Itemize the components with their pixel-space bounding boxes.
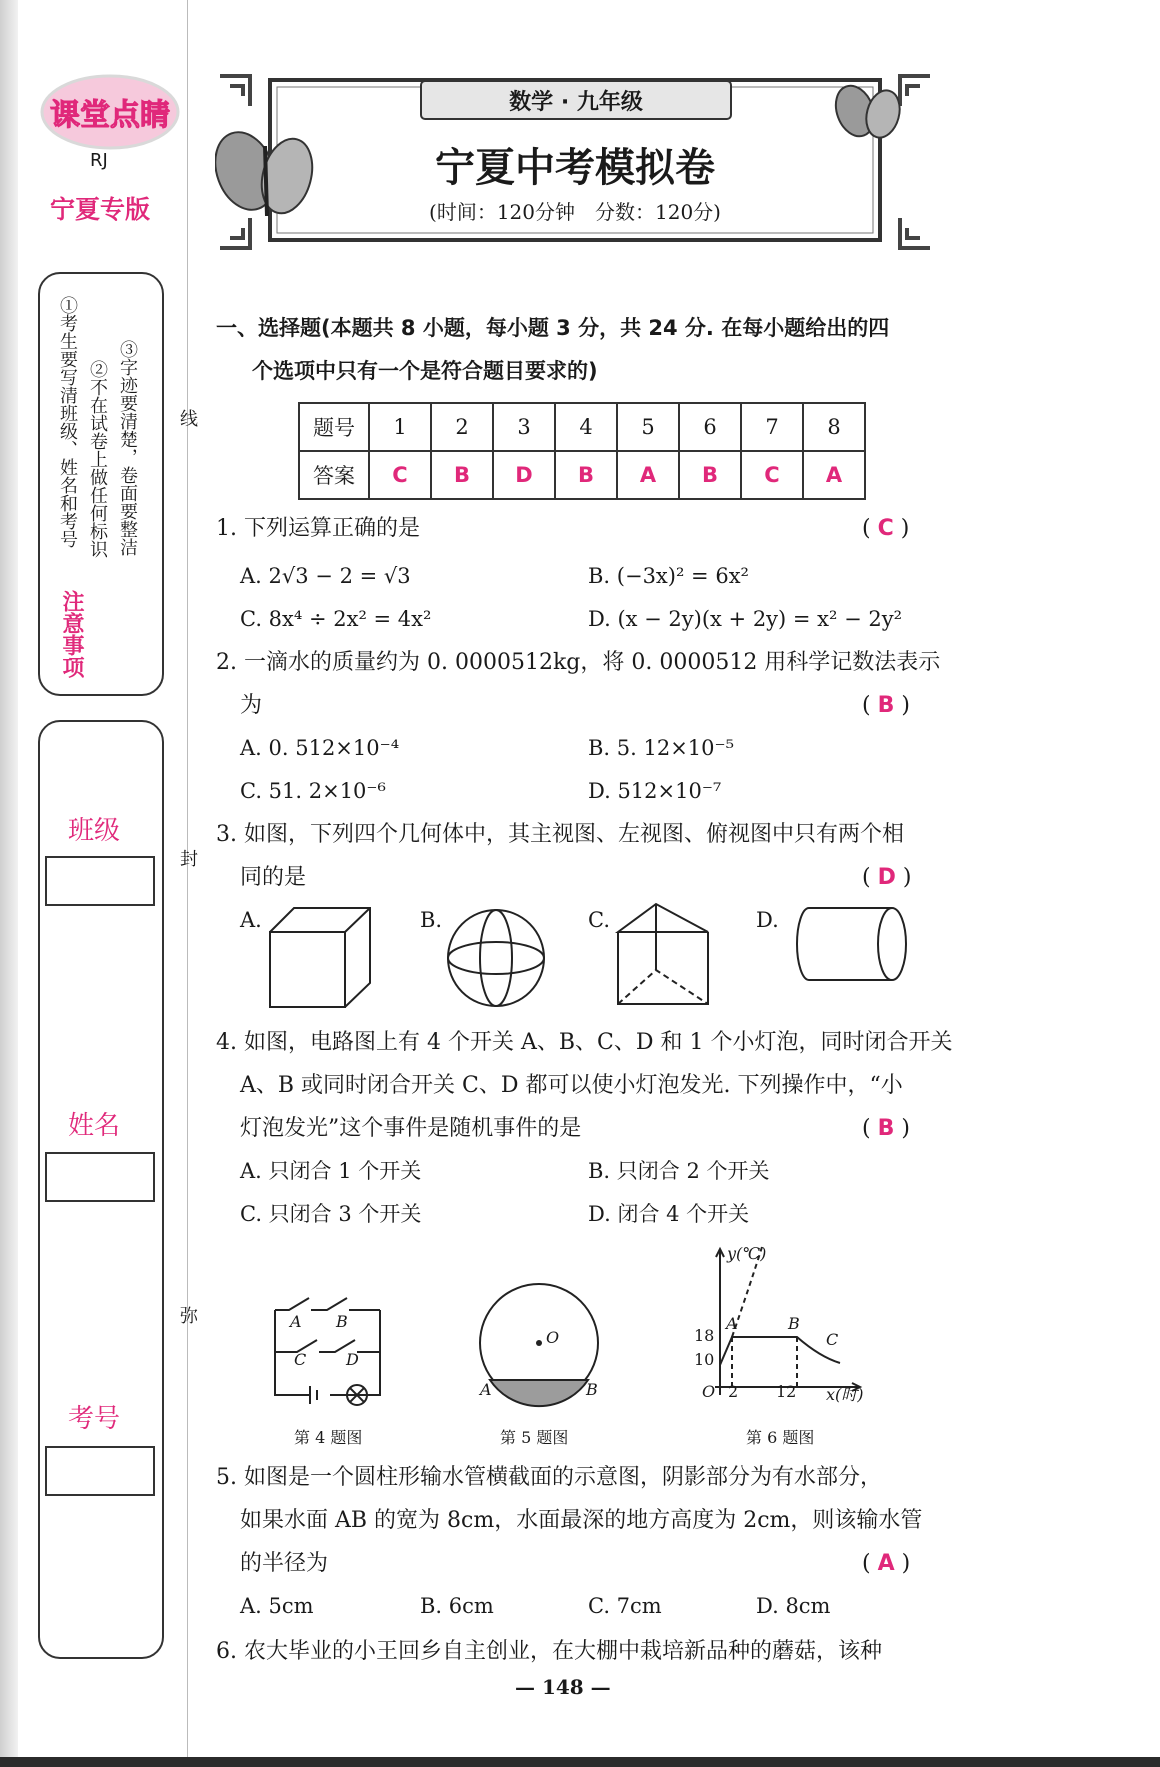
- bottom-edge: [0, 1757, 1160, 1767]
- q4-option-c: C. 只闭合 3 个开关: [240, 1202, 422, 1226]
- question-number-cell: 3: [493, 403, 555, 451]
- notice-item-2: ②不在试卷上做任何标识: [87, 360, 108, 558]
- page-spine-shadow: [0, 0, 18, 1767]
- answer-cell: D: [493, 451, 555, 499]
- binding-line: [187, 0, 188, 1767]
- binding-mark-close: 弥: [180, 1306, 198, 1327]
- table-header-cell: 答案: [299, 451, 369, 499]
- fig6-ylabel: y(℃): [727, 1244, 767, 1263]
- q5-stem-cont2: 的半径为: [240, 1551, 329, 1576]
- answer-cell: B: [431, 451, 493, 499]
- q3-option-a: A.: [240, 908, 262, 932]
- binding-mark-seal: 封: [180, 849, 198, 870]
- table-row-numbers: [299, 403, 865, 451]
- q4-stem-cont2: 灯泡发光”这个事件是随机事件的是: [240, 1116, 582, 1141]
- class-input[interactable]: [45, 856, 155, 906]
- q2-stem-cont: 为: [240, 693, 263, 718]
- butterfly-right-icon: [829, 80, 904, 141]
- q2-answer-bracket: ( B ): [862, 693, 910, 718]
- q5-option-b: B. 6cm: [420, 1594, 494, 1618]
- fig4-label-c: C: [294, 1350, 307, 1369]
- q2-option-d: D. 512×10⁻⁷: [588, 779, 722, 803]
- q2-option-c: C. 51. 2×10⁻⁶: [240, 779, 386, 803]
- fig6-tick-12: 12: [776, 1382, 797, 1401]
- page-number: — 148 —: [515, 1675, 611, 1699]
- q3-option-b: B.: [420, 908, 443, 932]
- question-number-cell: 7: [741, 403, 803, 451]
- q4-option-b: B. 只闭合 2 个开关: [588, 1159, 770, 1183]
- fig4-caption: 第 4 题图: [294, 1428, 363, 1447]
- fig6-xlabel: x(时): [826, 1385, 864, 1404]
- q1-option-d: D. (x − 2y)(x + 2y) = x² − 2y²: [588, 607, 903, 631]
- q1-answer-bracket: ( C ): [862, 516, 910, 541]
- cylinder-figure-icon: [797, 908, 906, 980]
- q2-stem: 2. 一滴水的质量约为 0. 0000512kg，将 0. 0000512 用科学记数法表示: [216, 650, 941, 675]
- fig5-caption: 第 5 题图: [500, 1428, 569, 1447]
- section-title: 一、选择题(本题共 8 小题，每小题 3 分，共 24 分. 在每小题给出的四: [216, 316, 890, 340]
- notice-item-1: ①考生要写清班级、姓名和考号: [57, 296, 78, 548]
- page-number-value: 148: [541, 1675, 584, 1699]
- page-title: 宁夏中考模拟卷: [435, 144, 715, 191]
- name-input[interactable]: [45, 1152, 155, 1202]
- exam-meta: (时间：120分钟 分数：120分): [429, 200, 721, 224]
- q5-option-c: C. 7cm: [588, 1594, 662, 1618]
- fig6-tick-18: 18: [694, 1326, 715, 1345]
- fig4-circuit: [265, 1290, 395, 1420]
- table-header-cell: 题号: [299, 403, 369, 451]
- question-number-cell: 5: [617, 403, 679, 451]
- answer-cell: A: [617, 451, 679, 499]
- q4-stem: 4. 如图，电路图上有 4 个开关 A、B、C、D 和 1 个小灯泡，同时闭合开关: [216, 1030, 953, 1055]
- edition-label: 宁夏专版: [50, 195, 151, 224]
- field-label-name: 姓名: [68, 1111, 121, 1141]
- answer-cell: B: [555, 451, 617, 499]
- cube-figure-icon: [270, 908, 370, 1007]
- q3-option-c: C.: [588, 908, 610, 932]
- fig6-origin: O: [702, 1382, 716, 1401]
- q3-stem: 3. 如图，下列四个几何体中，其主视图、左视图、俯视图中只有两个相: [216, 822, 904, 847]
- question-number-cell: 2: [431, 403, 493, 451]
- q4-option-a: A. 只闭合 1 个开关: [240, 1159, 422, 1183]
- field-label-class: 班级: [68, 816, 121, 846]
- question-number-cell: 4: [555, 403, 617, 451]
- q4-option-d: D. 闭合 4 个开关: [588, 1202, 750, 1226]
- butterfly-left-icon: [215, 124, 320, 219]
- logo-text: 课堂点睛: [50, 98, 170, 133]
- q5-stem-cont: 如果水面 AB 的宽为 8cm，水面最深的地方高度为 2cm，则该输水管: [240, 1508, 923, 1533]
- notice-title: 注意事项: [59, 590, 84, 678]
- answer-cell: C: [741, 451, 803, 499]
- q2-option-a: A. 0. 512×10⁻⁴: [240, 736, 400, 760]
- q5-option-d: D. 8cm: [756, 1594, 831, 1618]
- q3-figures: [262, 900, 932, 1015]
- q1-stem: 1. 下列运算正确的是: [216, 516, 420, 541]
- answer-cell: C: [369, 451, 431, 499]
- q1-answer: C: [877, 516, 894, 541]
- fig6-point-c: C: [826, 1330, 839, 1349]
- binding-mark-line: 线: [180, 409, 198, 430]
- fig4-label-b: B: [336, 1312, 348, 1331]
- q3-answer: D: [877, 865, 896, 890]
- q5-answer: A: [877, 1551, 895, 1576]
- answer-cell: B: [679, 451, 741, 499]
- fig4-label-d: D: [346, 1350, 359, 1369]
- question-number-cell: 6: [679, 403, 741, 451]
- q6-stem: 6. 农大毕业的小王回乡自主创业，在大棚中栽培新品种的蘑菇，该种: [216, 1639, 882, 1664]
- q2-option-b: B. 5. 12×10⁻⁵: [588, 736, 735, 760]
- q5-answer-bracket: ( A ): [862, 1551, 911, 1576]
- table-row-answers: [299, 451, 865, 499]
- field-label-exam-no: 考号: [68, 1404, 121, 1434]
- q1-option-c: C. 8x⁴ ÷ 2x² = 4x²: [240, 607, 432, 631]
- fig6-point-a: A: [726, 1314, 738, 1333]
- sphere-figure-icon: [448, 910, 544, 1006]
- section-title-cont: 个选项中只有一个是符合题目要求的): [252, 359, 598, 383]
- exam-no-input[interactable]: [45, 1446, 155, 1496]
- q1-option-a: A. 2√3 − 2 = √3: [240, 564, 411, 588]
- answer-table: [298, 402, 866, 500]
- fig6-point-b: B: [788, 1314, 800, 1333]
- question-number-cell: 1: [369, 403, 431, 451]
- brand-logo: [40, 70, 180, 150]
- q2-answer: B: [877, 693, 895, 718]
- fig4-label-a: A: [290, 1312, 302, 1331]
- fig5-label-b: B: [586, 1380, 598, 1399]
- q3-option-d: D.: [756, 908, 779, 932]
- answer-cell: A: [803, 451, 865, 499]
- prism-figure-icon: [618, 904, 708, 1004]
- fig6-graph: [690, 1245, 870, 1405]
- question-number-cell: 8: [803, 403, 865, 451]
- fig5-label-a: A: [480, 1380, 492, 1399]
- q5-stem: 5. 如图是一个圆柱形输水管横截面的示意图，阴影部分为有水部分，: [216, 1465, 882, 1490]
- q3-answer-bracket: ( D ): [862, 865, 912, 890]
- q3-stem-cont: 同的是: [240, 865, 307, 890]
- fig6-tick-10: 10: [694, 1350, 715, 1369]
- q4-answer: B: [877, 1116, 895, 1141]
- subject-label: 数学 · 九年级: [509, 90, 643, 115]
- q1-option-b: B. (−3x)² = 6x²: [588, 564, 749, 588]
- edition-code: RJ: [90, 150, 108, 171]
- q4-answer-bracket: ( B ): [862, 1116, 910, 1141]
- fig6-caption: 第 6 题图: [746, 1428, 815, 1447]
- fig6-tick-2: 2: [728, 1382, 739, 1401]
- q5-option-a: A. 5cm: [240, 1594, 314, 1618]
- notice-item-3: ③字迹要清楚，卷面要整洁: [117, 340, 138, 556]
- q4-stem-cont: A、B 或同时闭合开关 C、D 都可以使小灯泡发光. 下列操作中，“小: [240, 1073, 903, 1098]
- fig5-center-label: O: [546, 1328, 560, 1347]
